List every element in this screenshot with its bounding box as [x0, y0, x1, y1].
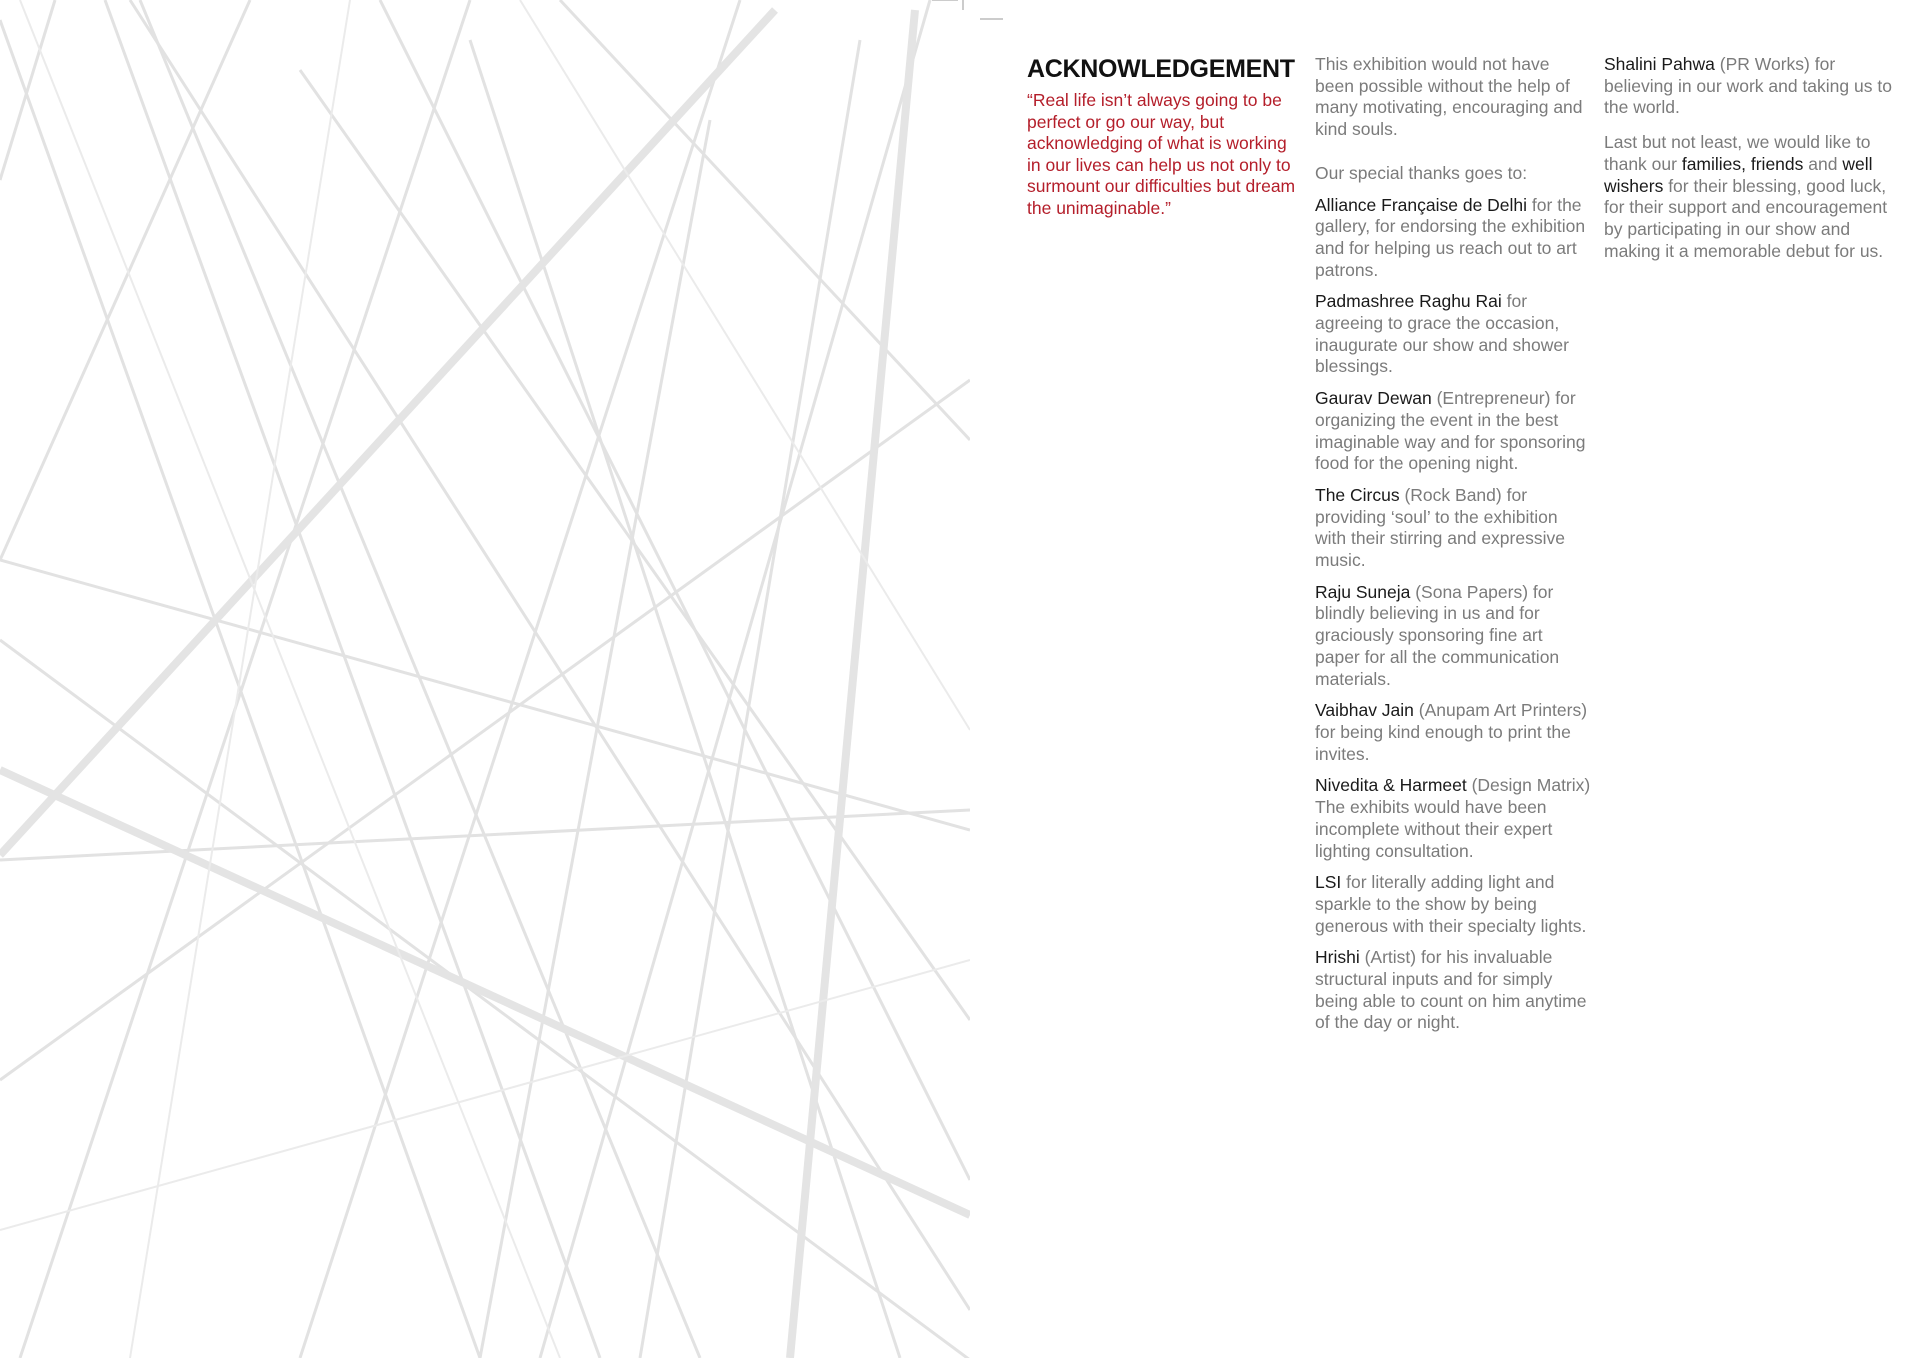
- closing-families: families, friends: [1681, 153, 1804, 174]
- intro-paragraph: This exhibition would not have been possible without the help of many motivating, encouraging and kind souls.: [1315, 54, 1583, 140]
- ack-text: for organizing the event in the best imaginable way and for sponsoring food for the opening night.: [1315, 388, 1586, 474]
- closing-text: for their blessing, good luck, for their support and encouragement by participating in our show and making it a memorable debut for us.: [1604, 175, 1888, 261]
- ack-name: LSI: [1315, 872, 1342, 893]
- ack-role: (Sona Papers): [1410, 581, 1529, 602]
- ack-name: Raju Suneja: [1315, 581, 1411, 602]
- heading-column: [1027, 54, 1299, 219]
- ack-name: Nivedita & Harmeet: [1315, 775, 1467, 796]
- ack-item: [1315, 775, 1591, 862]
- ack-item: [1315, 195, 1591, 282]
- ack-text: for providing ‘soul’ to the exhibition with their stirring and expressive music.: [1315, 484, 1565, 571]
- ack-text: for the gallery, for endorsing the exhibition and for helping us reach out to art patrons.: [1315, 194, 1586, 280]
- ack-text: The exhibits would have been incomplete without their expert lighting consultation.: [1315, 797, 1553, 861]
- ack-name: Hrishi: [1315, 947, 1360, 968]
- ack-name: Alliance Française de Delhi: [1315, 194, 1528, 215]
- ack-text: for literally adding light and sparkle to the show by being generous with their specialty lights.: [1315, 872, 1587, 936]
- ack-name: Gaurav Dewan: [1315, 388, 1432, 409]
- ack-item: [1315, 947, 1591, 1034]
- ack-name: Vaibhav Jain: [1315, 700, 1414, 721]
- ack-text: for believing in our work and taking us to the world.: [1604, 54, 1892, 118]
- ack-item: [1315, 291, 1591, 378]
- ack-role: (Design Matrix): [1466, 775, 1591, 796]
- ack-text: for his invaluable structural inputs and for simply being able to count on him anytime of the day or night.: [1315, 947, 1587, 1033]
- ack-role: (Rock Band): [1399, 484, 1502, 505]
- ack-text: for being kind enough to print the invites.: [1315, 721, 1571, 764]
- thanks-lead: Our special thanks goes to:: [1315, 162, 1528, 183]
- closing-text: and: [1803, 153, 1843, 174]
- ack-role: (Anupam Art Printers): [1413, 700, 1588, 721]
- page-title: ACKNOWLEDGEMENT: [1027, 55, 1295, 83]
- ack-name: Padmashree Raghu Rai: [1315, 291, 1502, 312]
- ack-role: (Artist): [1359, 947, 1417, 968]
- closing-text: Last but not least, we would like to thank our: [1604, 132, 1871, 174]
- acknowledgement-page: [972, 0, 1920, 1358]
- acknowledgements-column: [1315, 54, 1591, 1044]
- ack-item: [1315, 388, 1591, 475]
- closing-column: [1604, 54, 1894, 272]
- ack-name: The Circus: [1315, 484, 1400, 505]
- ack-item: [1315, 485, 1591, 572]
- ack-item: [1315, 700, 1591, 765]
- ack-item: [1315, 872, 1591, 937]
- ack-role: (PR Works): [1714, 54, 1810, 74]
- ack-text: for agreeing to grace the occasion, inaugurate our show and shower blessings.: [1315, 291, 1569, 377]
- ack-name: Shalini Pahwa: [1604, 54, 1715, 74]
- ack-item: [1315, 582, 1591, 691]
- quote-text: “Real life isn’t always going to be perfect or go our way, but acknowledging of what is working in our lives can help us not only to surmount our difficulties but dream the unimaginable.”: [1027, 90, 1296, 218]
- closing-wellwishers: well wishers: [1604, 153, 1873, 196]
- ack-item: [1604, 54, 1894, 119]
- closing-paragraph: [1604, 132, 1894, 262]
- ack-role: (Entrepreneur): [1431, 388, 1551, 409]
- ack-text: for blindly believing in us and for graciously sponsoring fine art paper for all the communication materials.: [1315, 581, 1560, 689]
